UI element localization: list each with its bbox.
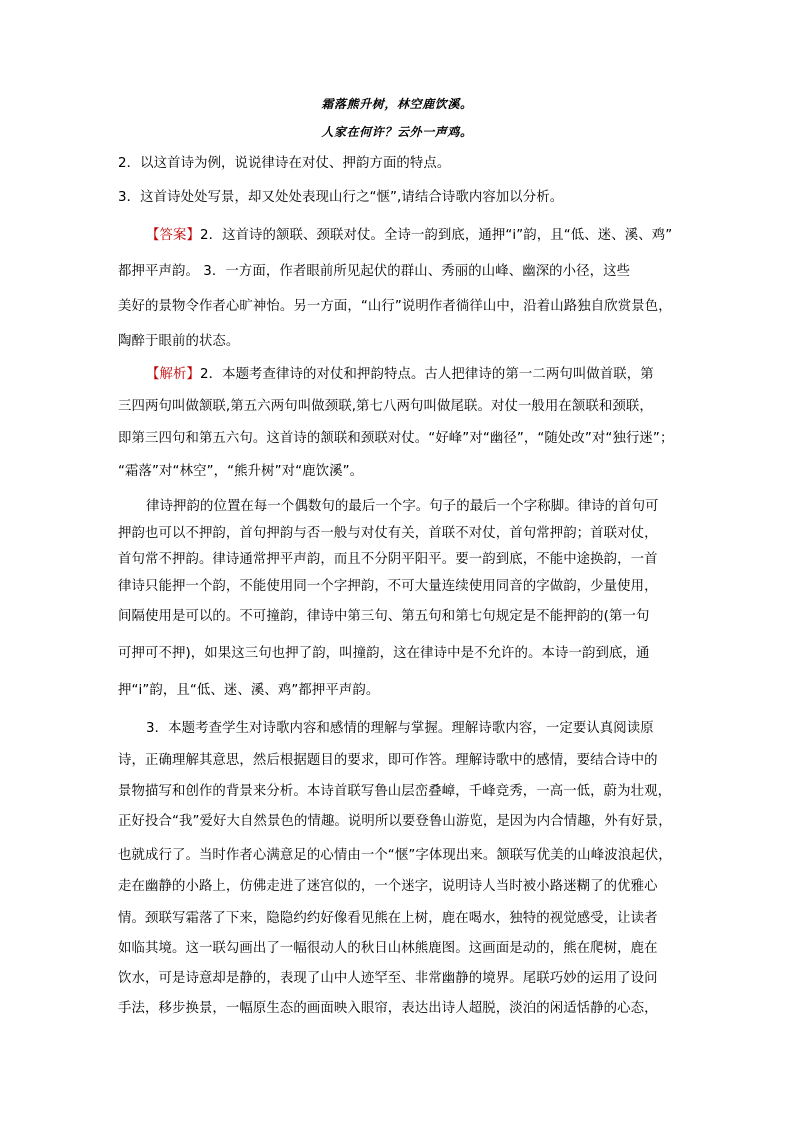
para2-line-7: 押“i”韵，且“低、迷、溪、鸡”都押平声韵。 [118, 683, 380, 698]
answer-line-3: 美好的景物令作者心旷神怡。另一方面，“山行”说明作者徜徉山中，沿着山路独自欣赏景色， [118, 299, 672, 314]
para2-line-1: 律诗押韵的位置在每一个偶数句的最后一个字。句子的最后一个字称脚。律诗的首句可 [146, 499, 659, 514]
para3-line-10: 手法，移步换景，一幅原生态的画面映入眼帘，表达出诗人超脱，淡泊的闲适恬静的心态， [118, 1001, 658, 1016]
analysis-text: 2．本题考查律诗的对仗和押韵特点。古人把律诗的第一二两句叫做首联，第 [199, 367, 654, 382]
para3-line-9: 饮水，可是诗意却是静的，表现了山中人迹罕至、非常幽静的境界。尾联巧妙的运用了设问 [118, 971, 658, 986]
poem-line-2: 人家在何许？云外一声鸡。 [321, 125, 473, 139]
answer-line-4: 陶醉于眼前的状态。 [118, 334, 240, 349]
analysis-line-1 [146, 366, 654, 384]
para3-line-1: 3．本题考查学生对诗歌内容和感情的理解与掌握。理解诗歌内容，一定要认真阅读原 [146, 721, 654, 736]
analysis-line-3: 即第三四句和第五六句。这首诗的颔联和颈联对仗。“好峰”对“幽径”，“随处改”对“独行迷”； [118, 431, 674, 446]
para2-line-6: 可押可不押)，如果这三句也押了韵，叫撞韵，这在律诗中是不允许的。本诗一韵到底，通 [118, 646, 650, 661]
analysis-tag: 【解析】 [146, 367, 200, 382]
question-2: 2．以这首诗为例，说说律诗在对仗、押韵方面的特点。 [118, 156, 451, 171]
para3-line-6: 走在幽静的小路上，仿佛走进了迷宫似的，一个迷字，说明诗人当时被小路迷糊了的优雅心 [118, 879, 658, 894]
analysis-line-4: “霜落”对“林空”，“熊升树”对“鹿饮溪”。 [118, 464, 364, 479]
para3-line-3: 景物描写和创作的背景来分析。本诗首联写鲁山层峦叠嶂，千峰竞秀，一高一低，蔚为壮观， [118, 784, 672, 799]
analysis-line-2: 三四两句叫做颔联,第五六两句叫做颈联,第七八两句叫做尾联。对仗一般用在颔联和颈联， [118, 399, 653, 414]
para2-line-2: 押韵也可以不押韵，首句押韵与否一般与对仗有关，首联不对仗，首句常押韵；首联对仗， [118, 526, 658, 541]
answer-text: 2．这首诗的颔联、颈联对仗。全诗一韵到底，通押“i”韵，且“低、迷、溪、鸡” [199, 228, 673, 243]
para3-line-4: 正好投合“我”爱好大自然景色的情趣。说明所以要登鲁山游览，是因为内合情趣，外有好景， [118, 814, 672, 829]
answer-line-1 [146, 227, 672, 245]
para3-line-8: 如临其境。这一联勾画出了一幅很动人的秋日山林熊鹿图。这画面是动的，熊在爬树，鹿在 [118, 941, 658, 956]
poem-line-1: 霜落熊升树，林空鹿饮溪。 [321, 97, 473, 111]
para2-line-5: 间隔使用是可以的。不可撞韵，律诗中第三句、第五句和第七句规定是不能押韵的(第一句 [118, 609, 650, 624]
question-3: 3．这首诗处处写景，却又处处表现山行之“惬”,请结合诗歌内容加以分析。 [118, 190, 564, 205]
para2-line-3: 首句常不押韵。律诗通常押平声韵，而且不分阴平阳平。要一韵到底，不能中途换韵，一首 [118, 552, 658, 567]
para3-line-5: 也就成行了。当时作者心满意足的心情由一个“惬”字体现出来。颔联写优美的山峰波浪起伏， [118, 848, 672, 863]
para3-line-7: 情。颈联写霜落了下来，隐隐约约好像看见熊在上树，鹿在喝水，独特的视觉感受，让读者 [118, 911, 658, 926]
answer-line-2: 都押平声韵。 3．一方面，作者眼前所见起伏的群山、秀丽的山峰、幽深的小径，这些 [118, 264, 631, 279]
para3-line-2: 诗，正确理解其意思，然后根据题目的要求，即可作答。理解诗歌中的感情，要结合诗中的 [118, 753, 658, 768]
answer-tag: 【答案】 [146, 228, 200, 243]
para2-line-4: 律诗只能押一个韵，不能使用同一个字押韵，不可大量连续使用同音的字做韵，少量使用， [118, 579, 658, 594]
